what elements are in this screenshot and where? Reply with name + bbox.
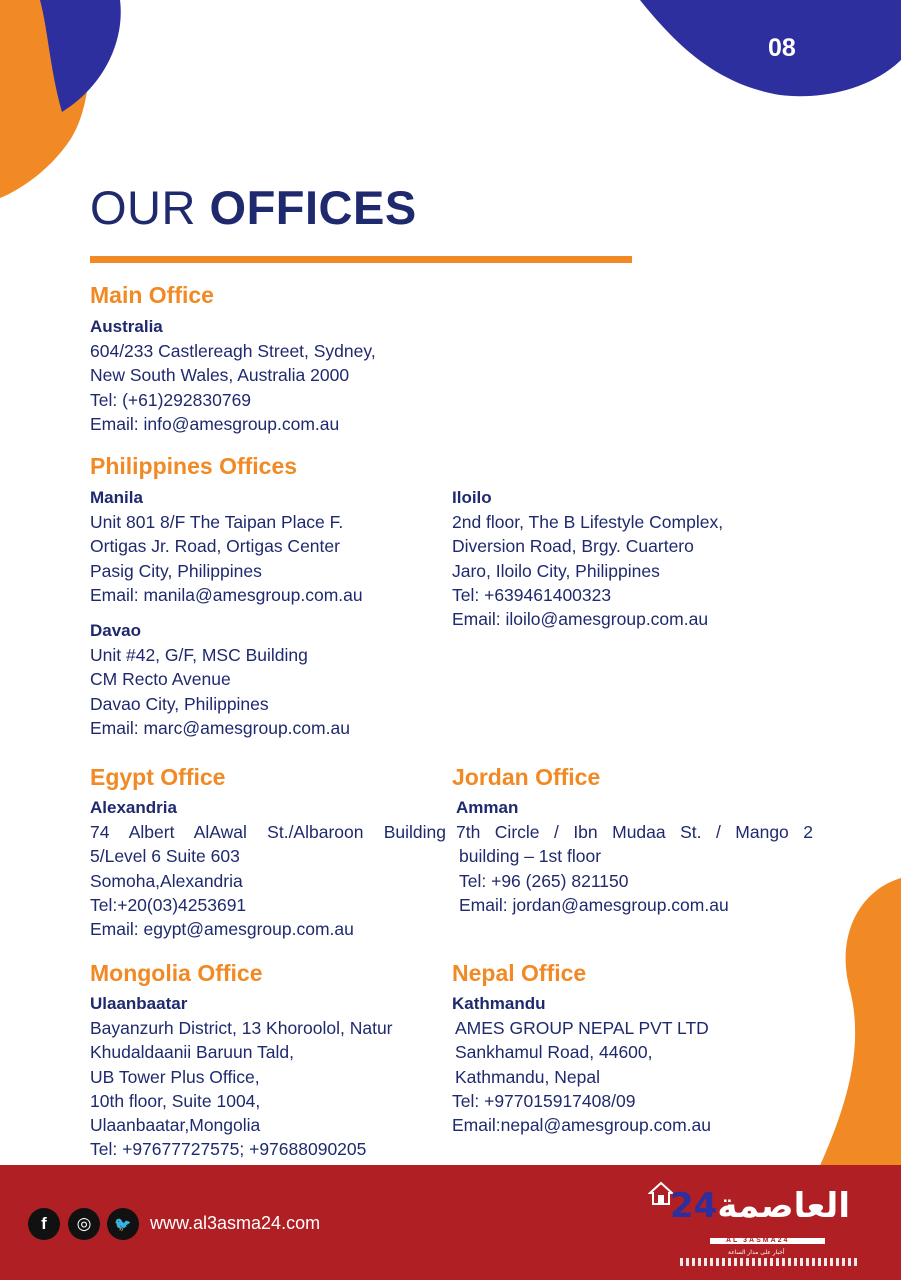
office-line: Unit #42, G/F, MSC Building	[90, 645, 308, 665]
brand-latin-name: AL 3ASMA24	[726, 1237, 790, 1244]
office-email[interactable]: Email: egypt@amesgroup.com.au	[90, 919, 354, 940]
office-line: Ulaanbaatar,Mongolia	[90, 1115, 261, 1136]
office-city: Alexandria	[90, 798, 177, 817]
brand-tagline: أخبار على مدار الساعة	[728, 1249, 785, 1256]
office-line: Khudaldaanii Baruun Tald,	[90, 1042, 295, 1063]
page-title	[90, 180, 417, 235]
section-title-jordan: Jordan Office	[452, 764, 601, 790]
section-title-philippines: Philippines Offices	[90, 453, 298, 479]
office-line: 74 Albert AlAwal St./Albaroon Building	[90, 822, 446, 842]
office-line: Davao City, Philippines	[90, 693, 269, 714]
office-email[interactable]: Email: marc@amesgroup.com.au	[90, 717, 350, 738]
office-line: Tel: +97677727575; +97688090205	[90, 1139, 367, 1160]
office-line: UB Tower Plus Office,	[90, 1066, 260, 1087]
office-line: Tel: (+61)292830769	[90, 389, 252, 410]
office-email[interactable]: Email: jordan@amesgroup.com.au	[459, 894, 729, 915]
office-city: Kathmandu	[452, 994, 546, 1013]
office-line: Pasig City, Philippines	[90, 560, 262, 581]
office-city: Iloilo	[452, 488, 492, 507]
office-amman	[456, 796, 813, 917]
office-line: Ortigas Jr. Road, Ortigas Center	[90, 536, 340, 557]
section-title-main: Main Office	[90, 282, 214, 308]
website-link[interactable]: www.al3asma24.com	[150, 1213, 321, 1233]
page-number: 08	[768, 34, 796, 62]
office-city: Amman	[456, 798, 519, 817]
office-line: Tel: +977015917408/09	[452, 1090, 636, 1111]
section-title-mongolia: Mongolia Office	[90, 960, 263, 986]
office-email[interactable]: Email:nepal@amesgroup.com.au	[452, 1115, 712, 1136]
section-title-egypt: Egypt Office	[90, 764, 226, 790]
footer-bar	[0, 1165, 901, 1280]
office-city: Davao	[90, 621, 142, 640]
office-line: CM Recto Avenue	[90, 669, 231, 690]
office-line: Bayanzurh District, 13 Khoroolol, Natur	[90, 1018, 393, 1038]
office-line: Tel: +96 (265) 821150	[459, 870, 629, 891]
office-line: AMES GROUP NEPAL PVT LTD	[455, 1018, 709, 1038]
office-davao	[90, 619, 350, 740]
office-line: 5/Level 6 Suite 603	[90, 846, 240, 867]
office-email[interactable]: Email: manila@amesgroup.com.au	[90, 584, 363, 605]
brand-logo[interactable]	[648, 1180, 864, 1272]
office-email[interactable]: Email: info@amesgroup.com.au	[90, 413, 340, 434]
office-australia	[90, 315, 376, 436]
office-line: Kathmandu, Nepal	[455, 1066, 600, 1087]
office-line: New South Wales, Australia 2000	[90, 365, 350, 386]
office-email[interactable]: Email: iloilo@amesgroup.com.au	[452, 609, 709, 630]
office-city: Australia	[90, 317, 163, 336]
facebook-icon[interactable]: f	[28, 1208, 60, 1240]
brand-stripes	[680, 1258, 858, 1266]
bottom-right-orange-blob	[818, 878, 901, 1170]
brand-number: 24	[670, 1186, 718, 1226]
brand-arabic-name: العاصمة24	[670, 1186, 850, 1226]
office-line: building – 1st floor	[459, 846, 602, 867]
office-line: Jaro, Iloilo City, Philippines	[452, 560, 660, 581]
twitter-icon[interactable]: 🐦	[107, 1208, 139, 1240]
office-line: Sankhamul Road, 44600,	[455, 1042, 653, 1063]
office-ulaanbaatar	[90, 992, 393, 1162]
office-line: Somoha,Alexandria	[90, 870, 243, 891]
office-line: Diversion Road, Brgy. Cuartero	[452, 536, 694, 557]
office-line: 10th floor, Suite 1004,	[90, 1090, 261, 1111]
office-city: Ulaanbaatar	[90, 994, 188, 1013]
office-iloilo	[452, 486, 723, 631]
office-line: 2nd floor, The B Lifestyle Complex,	[452, 512, 724, 532]
title-underline	[90, 256, 632, 263]
instagram-icon[interactable]: ◎	[68, 1208, 100, 1240]
page-title-light: OUR	[90, 181, 196, 234]
office-line: Unit 801 8/F The Taipan Place F.	[90, 512, 344, 532]
office-alexandria	[90, 796, 446, 941]
section-title-nepal: Nepal Office	[452, 960, 587, 986]
office-kathmandu	[452, 992, 711, 1137]
office-line: 7th Circle / Ibn Mudaa St. / Mango 2	[456, 822, 813, 842]
office-line: Tel: +639461400323	[452, 584, 612, 605]
office-manila	[90, 486, 363, 607]
office-line: Tel:+20(03)4253691	[90, 894, 247, 915]
office-line: 604/233 Castlereagh Street, Sydney,	[90, 341, 376, 361]
page-title-bold: OFFICES	[209, 181, 417, 234]
office-city: Manila	[90, 488, 143, 507]
